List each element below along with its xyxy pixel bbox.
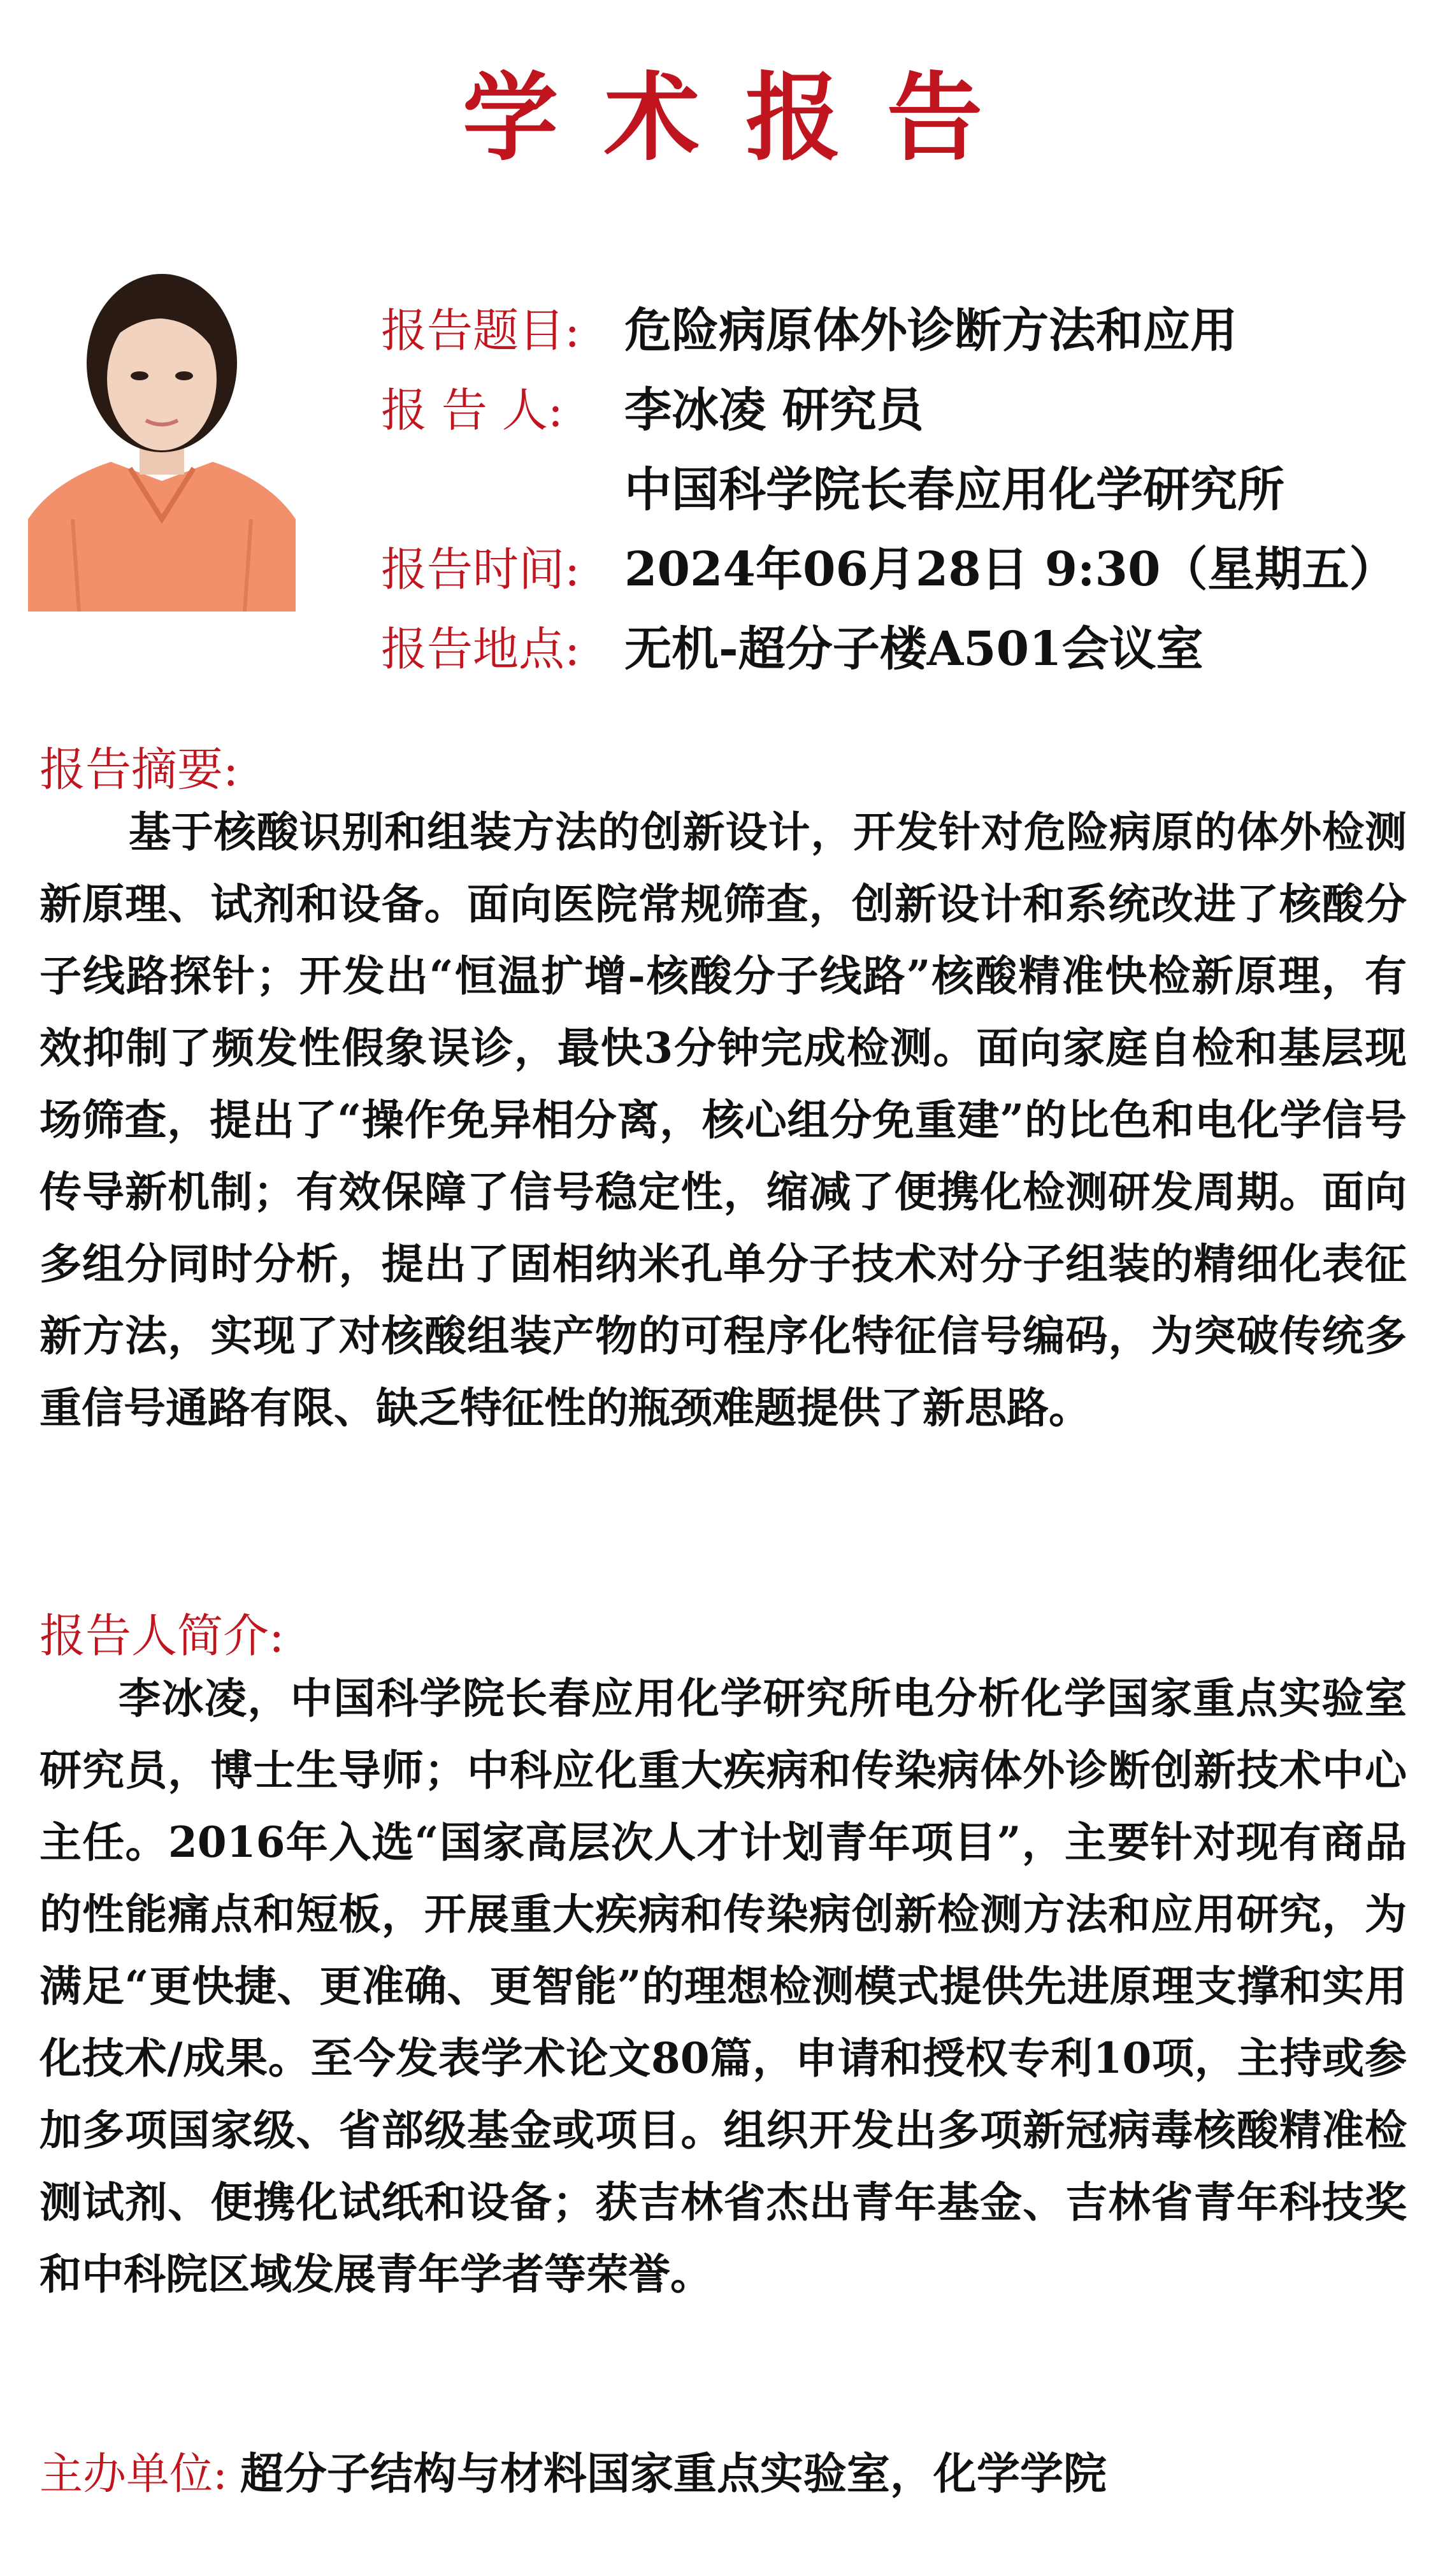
affiliation-value: 中国科学院长春应用化学研究所 <box>624 462 1284 517</box>
topic-label: 报告题目: <box>381 303 580 357</box>
organizer-value: 超分子结构与材料国家重点实验室，化学学院 <box>240 2449 1107 2500</box>
organizer <box>40 2440 1107 2501</box>
event-info <box>381 287 1426 685</box>
bio-text: 李冰凌，中国科学院长春应用化学研究所电分析化学国家重点实验室研究员，博士生导师；中科应化重大疾病和传染病体外诊断创新技术中心主任。2016年入选“国家高层次人才计划青年项目”，主要针对现有商品的性能痛点和短板，开展重大疾病和传染病创新检测方法和应用研究，为满足“更快捷、更准确、更智能”的理想检测模式提供先进原理支撑和实用化技术/成果。至今发表学术论文80篇，申请和授权专利10项，主持或参加多项国家级、省部级基金或项目。组织开发出多项新冠病毒核酸精准检测试剂、便携化试纸和设备；获吉林省杰出青年基金、吉林省青年科技奖和中科院区域发展青年学者等荣誉。 <box>40 1673 1407 2299</box>
time-value: 2024年06月28日 9:30（星期五） <box>624 541 1397 597</box>
speaker-portrait-image <box>28 252 296 612</box>
page-title: 学术报告 <box>462 62 1028 174</box>
place-label: 报告地点: <box>381 622 580 676</box>
speaker-label: 报 告 人: <box>381 383 564 437</box>
organizer-label: 主办单位: <box>40 2449 227 2500</box>
abstract-heading: 报告摘要: <box>40 743 239 796</box>
speaker-row <box>381 366 1426 446</box>
time-label: 报告时间: <box>381 542 580 596</box>
place-row <box>381 605 1426 685</box>
place-value: 无机-超分子楼A501会议室 <box>624 621 1204 676</box>
topic-value: 危险病原体外诊断方法和应用 <box>624 303 1237 358</box>
speaker-value: 李冰凌 研究员 <box>624 382 924 438</box>
affiliation-row <box>381 446 1426 526</box>
time-row <box>381 526 1426 605</box>
abstract-text: 基于核酸识别和组装方法的创新设计，开发针对危险病原的体外检测新原理、试剂和设备。面向医院常规筛查，创新设计和系统改进了核酸分子线路探针；开发出“恒温扩增-核酸分子线路”核酸精准快检新原理，有效抑制了频发性假象误诊，最快3分钟完成检测。面向家庭自检和基层现场筛查，提出了“操作免异相分离，核心组分免重建”的比色和电化学信号传导新机制；有效保障了信号稳定性，缩减了便携化检测研发周期。面向多组分同时分析，提出了固相纳米孔单分子技术对分子组装的精细化表征新方法，实现了对核酸组装产物的可程序化特征信号编码，为突破传统多重信号通路有限、缺乏特征性的瓶颈难题提供了新思路。 <box>40 807 1407 1433</box>
topic-row <box>381 287 1426 366</box>
speaker-photo <box>28 252 296 612</box>
bio-heading: 报告人简介: <box>40 1609 285 1663</box>
